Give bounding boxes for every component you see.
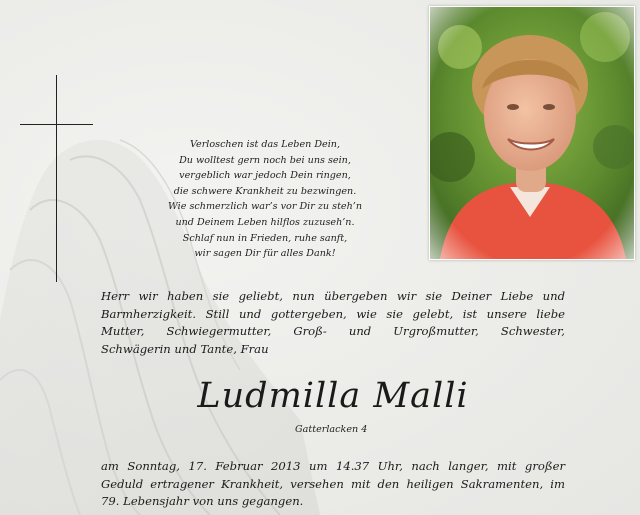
poem-line: Verloschen ist das Leben Dein,: [189, 139, 341, 150]
poem-line: vergeblich war jedoch Dein ringen,: [179, 170, 351, 182]
poem-line: Schlaf nun in Frieden, ruhe sanft,: [182, 232, 348, 244]
death-line: 79. Lebensjahr von uns gegangen.: [101, 494, 304, 508]
deceased-place: Gatterlacken 4: [295, 424, 368, 435]
poem-line: wir sagen Dir für alles Dank!: [194, 248, 336, 260]
intro-line: Mutter, Schwiegermutter, Groß- und Urgroßmutter, Schwester,: [101, 324, 565, 338]
death-line: am Sonntag, 17. Februar 2013 um 14.37 Uhr, nach langer, mit großer: [101, 459, 565, 473]
death-notice: [101, 458, 565, 511]
deceased-name: Ludmilla Malli: [197, 376, 469, 416]
death-line: Geduld ertragener Krankheit, versehen mit den heiligen Sakramenten, im: [101, 476, 565, 491]
poem: [150, 137, 380, 262]
intro-line: Herr wir haben sie geliebt, nun übergeben wir sie Deiner Liebe und: [101, 289, 565, 303]
poem-line: die schwere Krankheit zu bezwingen.: [173, 185, 357, 197]
poem-line: Wie schmerzlich war’s vor Dir zu steh’n: [167, 201, 363, 213]
portrait-photo: [429, 6, 635, 260]
intro-paragraph: [101, 288, 565, 358]
intro-line: Barmherzigkeit. Still und gottergeben, wie sie gelebt, ist unsere liebe: [101, 306, 565, 321]
poem-line: Du wolltest gern noch bei uns sein,: [179, 154, 351, 166]
poem-line: und Deinem Leben hilflos zuzuseh’n.: [175, 216, 355, 228]
intro-line: Schwägerin und Tante, Frau: [101, 341, 269, 356]
